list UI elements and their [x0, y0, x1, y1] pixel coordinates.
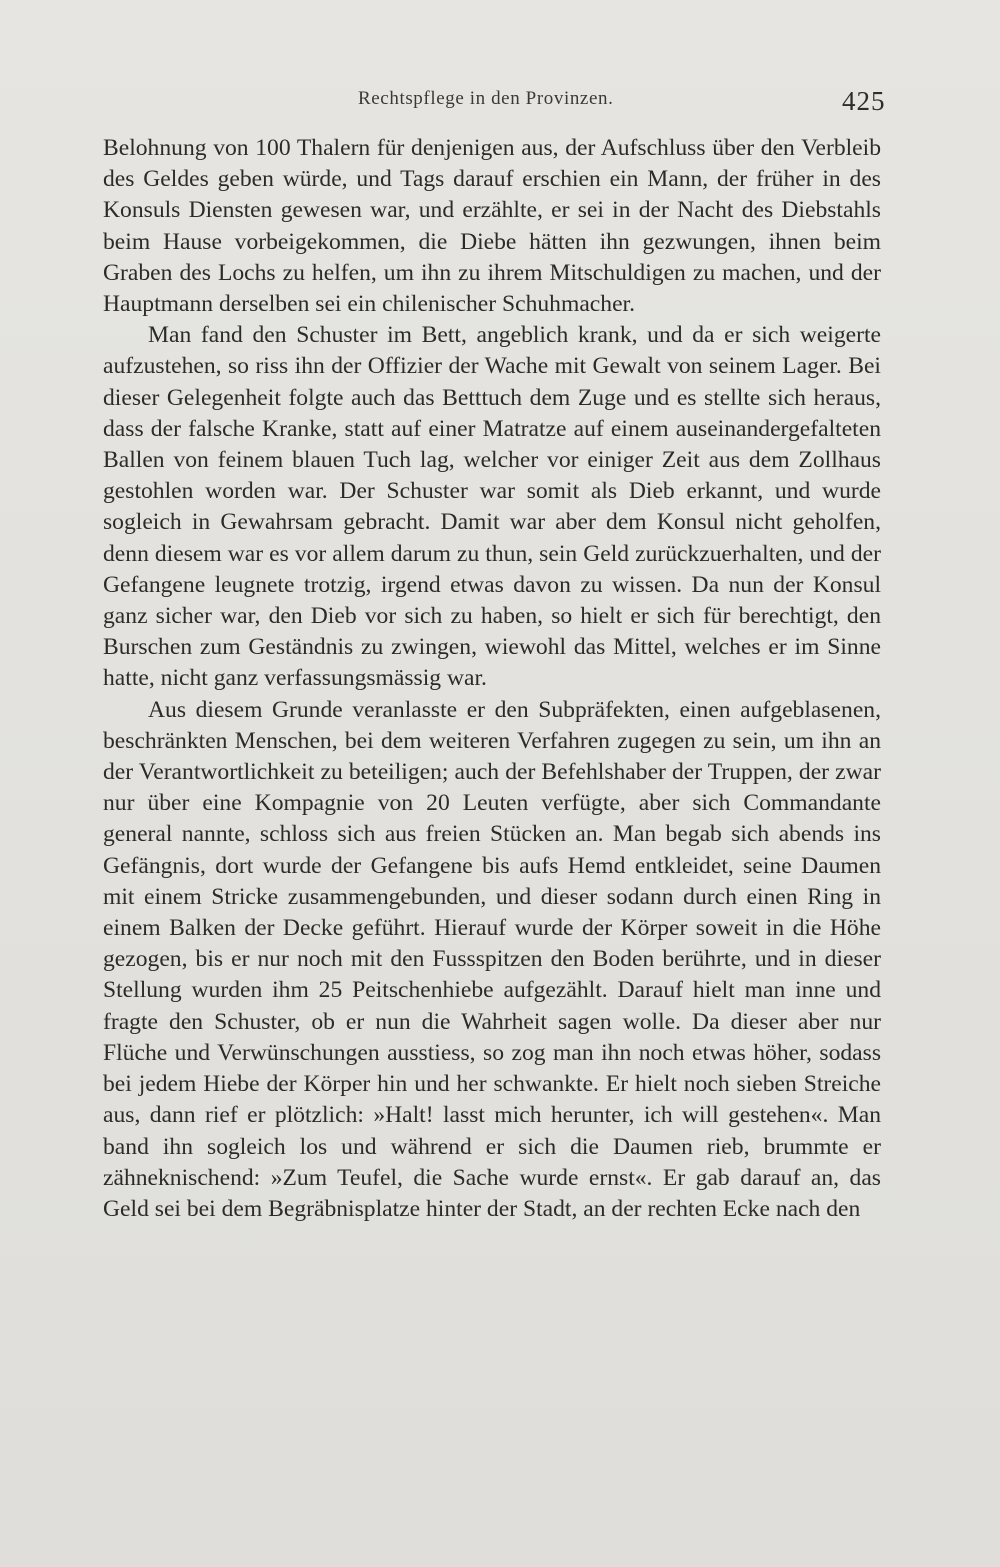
- paragraph-verhoer: Aus diesem Grunde veranlasste er den Subpräfekten, einen aufgeblasenen, beschränkten Menschen, bei dem weiteren Verfahren zugegen zu sein, um ihn an der Verantwortlichkeit zu beteiligen; auch der Befehlshaber der Truppen, der zwar nur über eine Kompagnie von 20 Leuten verfügte, aber sich Commandante general nannte, schloss sich aus freien Stücken an. Man begab sich abends ins Gefängnis, dort wurde der Gefangene bis aufs Hemd entkleidet, seine Daumen mit einem Stricke zusammengebunden, und dieser sodann durch einen Ring in einem Balken der Decke geführt. Hierauf wurde der Körper soweit in die Höhe gezogen, bis er nur noch mit den Fussspitzen den Boden berührte, und in dieser Stellung wurden ihm 25 Peitschenhiebe aufgezählt. Darauf hielt man inne und fragte den Schuster, ob er nun die Wahrheit sagen wolle. Da dieser aber nur Flüche und Verwünschungen ausstiess, so zog man ihn noch etwas höher, sodass bei jedem Hiebe der Körper hin und her schwankte. Er hielt noch sieben Streiche aus, dann rief er plötzlich: »Halt! lasst mich herunter, ich will gestehen«. Man band ihn sogleich los und während er sich die Daumen rieb, brummte er zähneknischend: »Zum Teufel, die Sache wurde ernst«. Er gab darauf an, das Geld sei bei dem Begräbnisplatze hinter der Stadt, an der rechten Ecke nach den: [103, 696, 881, 1222]
- paragraph-schuster: Man fand den Schuster im Bett, angeblich krank, und da er sich weigerte aufzustehen, so riss ihn der Offizier der Wache mit Gewalt von seinem Lager. Bei dieser Gelegenheit folgte auch das Betttuch dem Zuge und es stellte sich heraus, dass der falsche Kranke, statt auf einer Matratze auf einem auseinandergefalteten Ballen von feinem blauen Tuch lag, welcher vor einiger Zeit aus dem Zollhaus gestohlen worden war. Der Schuster war somit als Dieb erkannt, und wurde sogleich in Gewahrsam gebracht. Damit war aber dem Konsul nicht geholfen, denn diesem war es vor allem darum zu thun, sein Geld zurückzuerhalten, und der Gefangene leugnete trotzig, irgend etwas davon zu wissen. Da nun der Konsul ganz sicher war, den Dieb vor sich zu haben, so hielt er sich für berechtigt, den Burschen zum Geständnis zu zwingen, wiewohl das Mittel, welches er im Sinne hatte, nicht ganz verfassungsmässig war.: [103, 322, 881, 692]
- running-head: Rechtspflege in den Provinzen.: [358, 88, 614, 109]
- page-number: 425: [842, 86, 886, 116]
- paragraph-continuation: Belohnung von 100 Thalern für denjenigen aus, der Aufschluss über den Verbleib des Geldes geben würde, und Tags darauf erschien ein Mann, der früher in des Konsuls Diensten gewesen war, und erzählte, er sei in der Nacht des Diebstahls beim Hause vorbeigekommen, die Diebe hätten ihn gezwungen, ihnen beim Graben des Lochs zu helfen, um ihn zu ihrem Mitschuldigen zu machen, und der Hauptmann derselben sei ein chilenischer Schuhmacher.: [103, 135, 881, 318]
- body-text: [103, 133, 881, 1225]
